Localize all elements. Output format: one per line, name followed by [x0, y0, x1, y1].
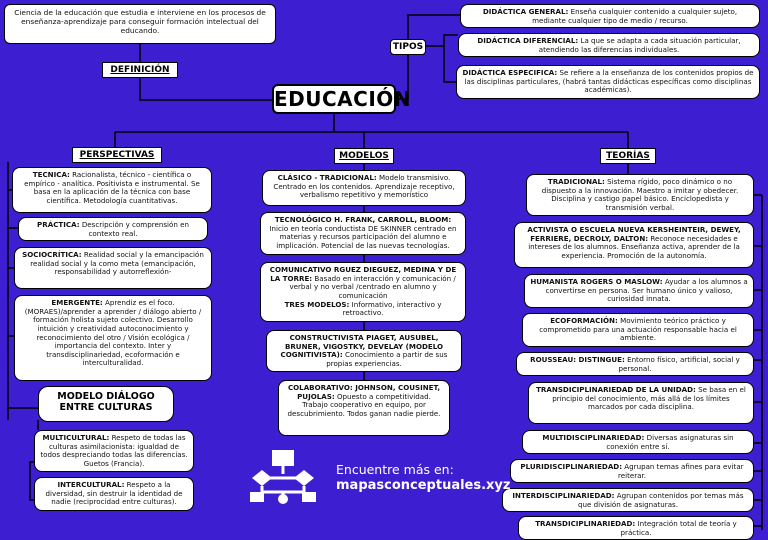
teoria-humanista: HUMANISTA ROGERS O MASLOW: Ayudar a los alumnos a convertirse en persona. Ser humano único y valioso, curiosidad innata.: [524, 274, 754, 308]
modelos-label: MODELOS: [334, 148, 394, 164]
teoria-activista: ACTIVISTA O ESCUELA NUEVA KERSHEINTEIR, DEWEY, FERRIERE, DECROLY, DALTON: Reconoce necesidades e intereses de los alumnos. Enseñanza activa, aprender de la experiencia. Promoción de la autonomía.: [514, 222, 754, 268]
modelo-comunicativo: COMUNICATIVO RGUEZ DIEGUEZ, MEDINA Y DE LA TORRE: Basado en interacción y comunicación / verbal y no verbal /centrado en alumno y comunicación TRES MODELOS: Informativo, interactivo y retroactivo.: [260, 262, 466, 322]
perspectiva-practica: PRÁCTICA: Descripción y comprensión en contexto real.: [18, 217, 208, 241]
promo-banner: [240, 448, 511, 504]
teoria-transdisciplinariedad-unidad: TRANSDICIPLINARIEDAD DE LA UNIDAD: Se basa en el principio del conocimiento, más allá de los límites marcados por cada disciplina.: [528, 382, 754, 424]
teoria-multidisciplinariedad: MULTIDISCIPLINARIEDAD: Diversas asignaturas sin conexión entre sí.: [522, 430, 754, 454]
dialogo-multicultural: MULTICULTURAL: Respeto de todas las culturas asimilacionista: igualdad de todos despreciando todas las diferencias. Guetos (Francia).: [34, 430, 194, 472]
perspectiva-tecnica: TECNICA: Racionalista, técnico - científica o empírico - analítica. Positivista e instrumental. Se basa en la aplicación de la técnica con base científica. Metodología cuantitativas.: [12, 167, 212, 213]
modelo-dialogo-label: MODELO DIÁLOGO ENTRE CULTURAS: [38, 386, 174, 422]
teoria-tradicional: TRADICIONAL: Sistema rígido, poco dinámico o no dispuesto a la innovación. Maestro a imitar y obedecer. Disciplina y castigo papel básico. Enciclopedista y transmisión verbal.: [526, 174, 754, 216]
teoria-pluridisciplinariedad: PLURIDISCIPLINARIEDAD: Agrupan temas afines para evitar reiterar.: [510, 459, 754, 483]
teorias-label: TEORÍAS: [600, 148, 656, 164]
teoria-rousseau: ROUSSEAU: DISTINGUE: Entorno físico, artificial, social y personal.: [516, 352, 754, 376]
tipo-especifica: DIDÁCTICA ESPECIFICA: Se refiere a la enseñanza de los contenidos propios de las disciplinas particulares, (habrá tantas didácticas específicas como disciplinas académicas).: [456, 65, 760, 99]
perspectiva-emergente: EMERGENTE: Aprendiz es el foco. (MORAES)/aprender a aprender / diálogo abierto / formación holista sujeto colectivo. Desarrollo intuición y creatividad autoconocimiento y reconocimiento del otro / Visión ecológica / importancia del contexto. Inter y transdisciplinariedad, ecoformación e interculturalidad.: [14, 295, 212, 381]
modelo-constructivista: CONSTRUCTIVISTA PIAGET, AUSUBEL, BRUNER, VIGOSTKY, DEVELAY (MODELO COGNITIVISTA): Conocimiento a partir de sus propias experiencias.: [266, 330, 462, 372]
teoria-ecoformacion: ECOFORMACIÓN: Movimiento teórico práctico y comprometido para una actuación responsable hacia el ambiente.: [522, 313, 754, 347]
modelo-clasico: CLÁSICO - TRADICIONAL: Modelo transmisivo. Centrado en los contenidos. Aprendizaje receptivo, verbalismo repetitivo y memorístico: [262, 170, 466, 206]
tipos-label: TIPOS: [390, 39, 426, 55]
definition-text: Ciencia de la educación que estudia e interviene en los procesos de enseñanza-aprendizaje para conseguir formación intelectual del educando.: [14, 8, 266, 36]
modelo-tecnologico: TECNOLÓGICO H. FRANK, CARROLL, BLOOM: Inicio en teoría conductista DE SKINNER centrado en materias y recursos participación del alumno e implicación. Potencial de las nuevas tecnologías.: [260, 212, 466, 255]
tipo-diferencial: DIDÁCTICA DIFERENCIAL: La que se adapta a cada situación particular, atendiendo las diferencias individuales.: [458, 33, 760, 57]
perspectiva-sociocritica: SOCIOCRÍTICA: Realidad social y la emancipación realidad social y la como meta (emancipación, responsabilidad y autorreflexión-: [14, 247, 212, 289]
modelo-colaborativo: COLABORATIVO: JOHNSON, COUSINET, PUJOLAS: Opuesto a competitividad. Trabajo cooperativo en equipo, por descubrimiento. Todos ganan nadie pierde.: [278, 380, 450, 436]
dialogo-intercultural: INTERCULTURAL: Respeto a la diversidad, sin destruir la identidad de nadie (reciprocidad entre culturas).: [34, 477, 194, 511]
site-logo-icon: [244, 448, 328, 504]
central-title: EDUCACIÓN: [272, 84, 396, 114]
promo-line1: Encuentre más en:: [336, 462, 454, 477]
teoria-interdisciplinariedad: INTERDISCIPLINARIEDAD: Agrupan contenidos por temas más que división de asignaturas.: [502, 488, 754, 512]
definition-box: [4, 4, 276, 44]
teoria-transdisciplinariedad: TRANSDICIPLINARIEDAD: Integración total de teoría y práctica.: [518, 516, 754, 540]
tipo-general: DIDÁCTICA GENERAL: Enseña cualquier contenido a cualquier sujeto, mediante cualquier tipo de medio / recurso.: [460, 4, 760, 28]
promo-link[interactable]: mapasconceptuales.xyz: [336, 478, 511, 493]
definition-label: DEFINICIÓN: [102, 62, 178, 78]
perspectivas-label: PERSPECTIVAS: [72, 147, 162, 163]
